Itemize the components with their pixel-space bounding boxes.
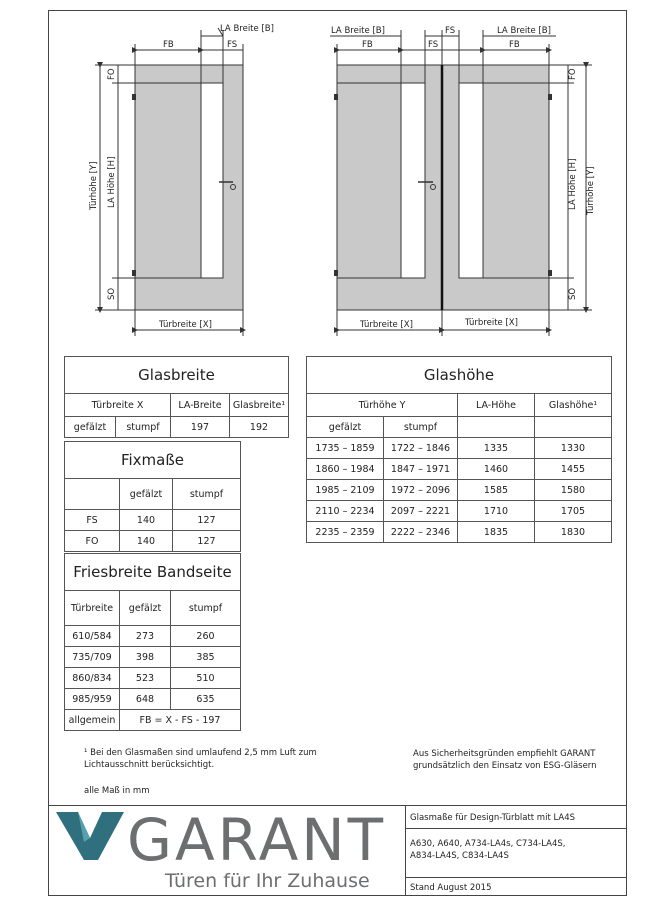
dim-fo-label: FO bbox=[568, 68, 578, 80]
doc-title: Glasmaße für Design-Türblatt mit LA4S bbox=[410, 813, 576, 823]
left-door-glass-cutout bbox=[201, 83, 223, 278]
sub-stumpf: stumpf bbox=[116, 417, 171, 438]
units-note: alle Maß in mm bbox=[84, 786, 150, 796]
dim-la-hoehe-label: LA Höhe [H] bbox=[568, 158, 578, 210]
sub-gefalzt: gefälzt bbox=[307, 417, 384, 438]
dim-fb-left-label: FB bbox=[362, 40, 373, 50]
dim-la-breite-right-label: LA Breite [B] bbox=[497, 26, 551, 36]
fixmasse-title: Fixmaße bbox=[65, 442, 241, 479]
hinge-icon bbox=[548, 270, 552, 276]
logo-tagline: Türen für Ihr Zuhause bbox=[165, 870, 370, 892]
table-row: 735/709 398 385 bbox=[65, 647, 241, 668]
dim-so-label: SO bbox=[107, 287, 117, 300]
dim-tuerbreite-left-label: Türbreite [X] bbox=[360, 320, 413, 330]
col-tuerhoehe: Türhöhe Y bbox=[307, 394, 458, 417]
fixmasse-table bbox=[64, 441, 241, 552]
glashoehe-table bbox=[306, 356, 612, 543]
table-row: FO 140 127 bbox=[65, 531, 241, 552]
safety-note: Aus Sicherheitsgründen empfiehlt GARANT grundsätzlich den Einsatz von ESG-Gläsern bbox=[413, 749, 597, 771]
col-gefalzt: gefälzt bbox=[120, 591, 171, 626]
left-leaf-glass-cutout bbox=[401, 83, 425, 278]
hinge-icon bbox=[132, 94, 136, 100]
doc-stand: Stand August 2015 bbox=[410, 883, 492, 893]
col-glashoehe: Glashöhe¹ bbox=[535, 394, 612, 417]
dim-fs-label: FS bbox=[428, 40, 439, 50]
table-row: 610/584 273 260 bbox=[65, 626, 241, 647]
left-door bbox=[89, 24, 274, 336]
dim-tuerbreite-right-label: Türbreite [X] bbox=[465, 318, 518, 328]
col-glasbreite: Glasbreite¹ bbox=[230, 394, 289, 417]
la-breite-value: 197 bbox=[171, 417, 230, 438]
sub-stumpf: stumpf bbox=[384, 417, 458, 438]
col-la-breite: LA-Breite bbox=[171, 394, 230, 417]
glasbreite-title: Glasbreite bbox=[65, 357, 289, 394]
hinge-icon bbox=[548, 94, 552, 100]
dim-la-hoehe-label: LA Höhe [H] bbox=[107, 156, 117, 208]
glashoehe-title: Glashöhe bbox=[307, 357, 612, 394]
table-row: 985/959 648 635 bbox=[65, 689, 241, 710]
left-door-leaf bbox=[135, 65, 243, 310]
table-row: 1985 – 2109 1972 – 2096 1585 1580 bbox=[307, 480, 612, 501]
dim-fb-right-label: FB bbox=[509, 40, 520, 50]
glasbreite-value: 192 bbox=[230, 417, 289, 438]
logo-wordmark: GARANT bbox=[127, 806, 387, 874]
dim-so-label: SO bbox=[568, 287, 578, 300]
dim-fb-label: FB bbox=[163, 40, 174, 50]
dim-la-breite-left-label: LA Breite [B] bbox=[331, 26, 385, 36]
dim-fs-label: FS bbox=[227, 40, 238, 50]
col-stumpf: stumpf bbox=[171, 591, 241, 626]
dim-la-breite-label: LA Breite [B] bbox=[220, 24, 274, 34]
glasbreite-table bbox=[64, 356, 289, 438]
col-gefalzt: gefälzt bbox=[120, 479, 173, 510]
hinge-icon bbox=[132, 270, 136, 276]
dim-tuerbreite-label: Türbreite [X] bbox=[159, 320, 212, 330]
dim-fs-top-label: FS bbox=[445, 26, 456, 36]
dim-tuerhoehe-label: Türhöhe [Y] bbox=[586, 166, 596, 215]
table-row: FS 140 127 bbox=[65, 510, 241, 531]
hinge-icon bbox=[334, 270, 338, 276]
allgemein-label: allgemein bbox=[65, 710, 120, 731]
table-row: 860/834 523 510 bbox=[65, 668, 241, 689]
col-la-hoehe: LA-Höhe bbox=[458, 394, 535, 417]
col-tuerbreite: Türbreite bbox=[65, 591, 120, 626]
allgemein-formula: FB = X - FS - 197 bbox=[120, 710, 241, 731]
right-double-door bbox=[330, 26, 596, 336]
footnote: ¹ Bei den Glasmaßen sind umlaufend 2,5 mm Luft zum Lichtausschnitt berücksichtigt. bbox=[84, 748, 317, 770]
doc-models: A630, A640, A734-LA4s, C734-LA4S, A834-LA4S, C834-LA4S bbox=[410, 839, 566, 861]
table-row bbox=[65, 710, 241, 731]
hinge-icon bbox=[334, 94, 338, 100]
dim-fo-label: FO bbox=[107, 68, 117, 80]
col-tuerbreite: Türbreite X bbox=[65, 394, 171, 417]
friesbreite-table bbox=[64, 553, 241, 731]
table-row: 1735 – 1859 1722 – 1846 1335 1330 bbox=[307, 438, 612, 459]
col-stumpf: stumpf bbox=[173, 479, 241, 510]
garant-logo-icon bbox=[56, 812, 126, 862]
dim-tuerhoehe-label: Türhöhe [Y] bbox=[89, 161, 99, 210]
sub-gefalzt: gefälzt bbox=[65, 417, 116, 438]
door-drawings bbox=[0, 0, 656, 360]
table-row: 2235 – 2359 2222 – 2346 1835 1830 bbox=[307, 522, 612, 543]
right-leaf-glass-cutout bbox=[459, 83, 483, 278]
friesbreite-title: Friesbreite Bandseite bbox=[65, 554, 241, 591]
table-row: 2110 – 2234 2097 – 2221 1710 1705 bbox=[307, 501, 612, 522]
table-row: 1860 – 1984 1847 – 1971 1460 1455 bbox=[307, 459, 612, 480]
